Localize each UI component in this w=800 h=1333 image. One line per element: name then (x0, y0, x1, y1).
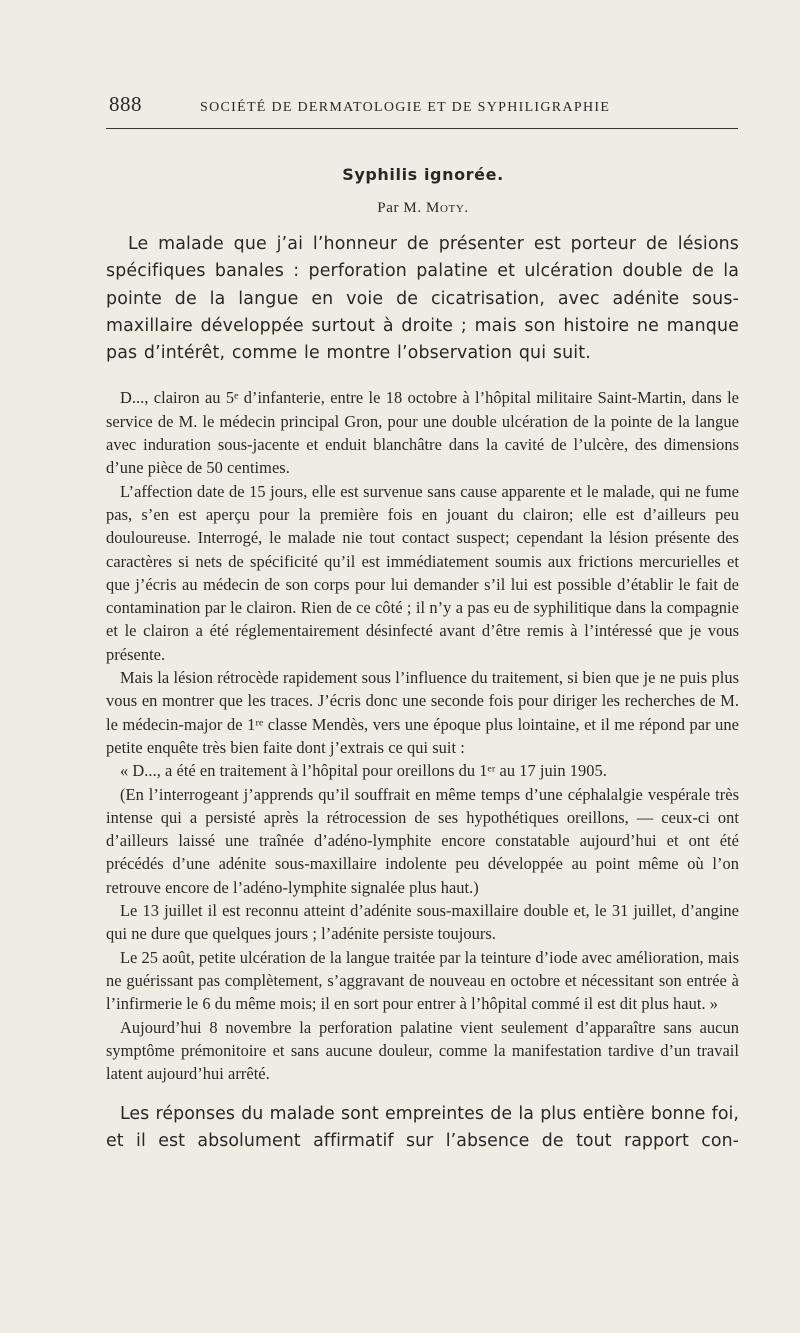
article-body (106, 231, 739, 1155)
paragraph-parenthetical: (En l’interrogeant j’apprends qu’il souffrait en même temps d’une céphalalgie vespérale très intense qui a persisté après la rétrocession de ses hypothétiques oreillons, — ceux-ci ont d’ailleurs laissé une traînée d’adéno-lymphite encore constatable aujourd’hui et ont été précédés d’une adénite sous-maxillaire indolente peu développée au point même où l’on retrouve encore de l’adéno-lymphite signalée plus haut.) (106, 784, 739, 897)
page-number: 888 (109, 92, 142, 116)
running-head: SOCIÉTÉ DE DERMATOLOGIE ET DE SYPHILIGRAPHIE (200, 100, 611, 115)
paragraph-history: L’affection date de 15 jours, elle est survenue sans cause apparente et le malade, qui ne fume pas, s’en est aperçu pour la première fois en jouant du clairon; elle est d’ailleurs peu douloureuse. Interrogé, le malade nie tout contact suspect; cependant la lésion présente des caractères si nets de spécificité qu’il est immédiatement soumis aux frictions mercurielles et que j’écris au médecin de son corps pour lui demander s’il lui est possible d’établir le fait de contamination par le clairon. Rien de ce côté ; il n’y a pas eu de syphilitique dans la compagnie et le clairon a été réglementairement désinfecté avant d’être remis à l’intéressé que je vous présente. (106, 481, 739, 664)
header-rule (106, 128, 738, 129)
paragraph-inquiry: Mais la lésion rétrocède rapidement sous l’influence du traitement, si bien que je ne puis plus vous en montrer que les traces. J’écris donc une seconde fois pour diriger les recherches de M. le médecin-major de 1ʳᵉ classe Mendès, vers une époque plus lointaine, et il me répond par une petite enquête très bien faite dont j’extrais ce qui suit : (106, 668, 739, 757)
byline (0, 200, 800, 217)
paragraph-intro: Le malade que j’ai l’honneur de présenter est porteur de lésions spécifiques banales : perforation palatine et ulcération double de la pointe de la langue en voie de cicatrisation, avec adénite sous-maxillaire développée surtout à droite ; mais son histoire ne manque pas d’intérêt, comme le montre l’observation qui suit. (106, 234, 739, 364)
paragraph-july: Le 13 juillet il est reconnu atteint d’adénite sous-maxillaire double et, le 31 juillet, d’angine qui ne dure que quelques jours ; l’adénite persiste toujours. (106, 901, 739, 944)
article-title: Syphilis ignorée. (342, 165, 504, 184)
paragraph-quote-start: « D..., a été en traitement à l’hôpital pour oreillons du 1ᵉʳ au 17 juin 1905. (120, 761, 607, 781)
byline-prefix: Par M. (377, 200, 422, 216)
paragraph-november: Aujourd’hui 8 novembre la perforation palatine vient seulement d’apparaître sans aucun symptôme prémonitoire et sans aucune douleur, comme la manifestation tardive d’un travail latent aujourd’hui arrêté. (106, 1017, 739, 1084)
author-name: Moty. (426, 200, 469, 216)
paragraph-admission: D..., clairon au 5ᵉ d’infanterie, entre le 18 octobre à l’hôpital militaire Saint-Martin, dans le service de M. le médecin principal Gron, pour une double ulcération de la pointe de la langue avec induration sous-jacente et enduit blanchâtre dans la cavité de l’ulcère, des dimensions d’une pièce de 50 centimes. (106, 388, 739, 478)
paragraph-august: Le 25 août, petite ulcération de la langue traitée par la teinture d’iode avec amélioration, mais ne guérissant pas complètement, s’aggravant de nouveau en octobre et nécessitant son entrée à l’infirmerie le 6 du même mois; il en sort pour entrer à l’hôpital commé il est dit plus haut. » (106, 947, 739, 1014)
paragraph-closing: Les réponses du malade sont empreintes de la plus entière bonne foi, et il est absolument affirmatif sur l’absence de tout rapport con- (106, 1104, 739, 1152)
page-header (109, 92, 739, 122)
